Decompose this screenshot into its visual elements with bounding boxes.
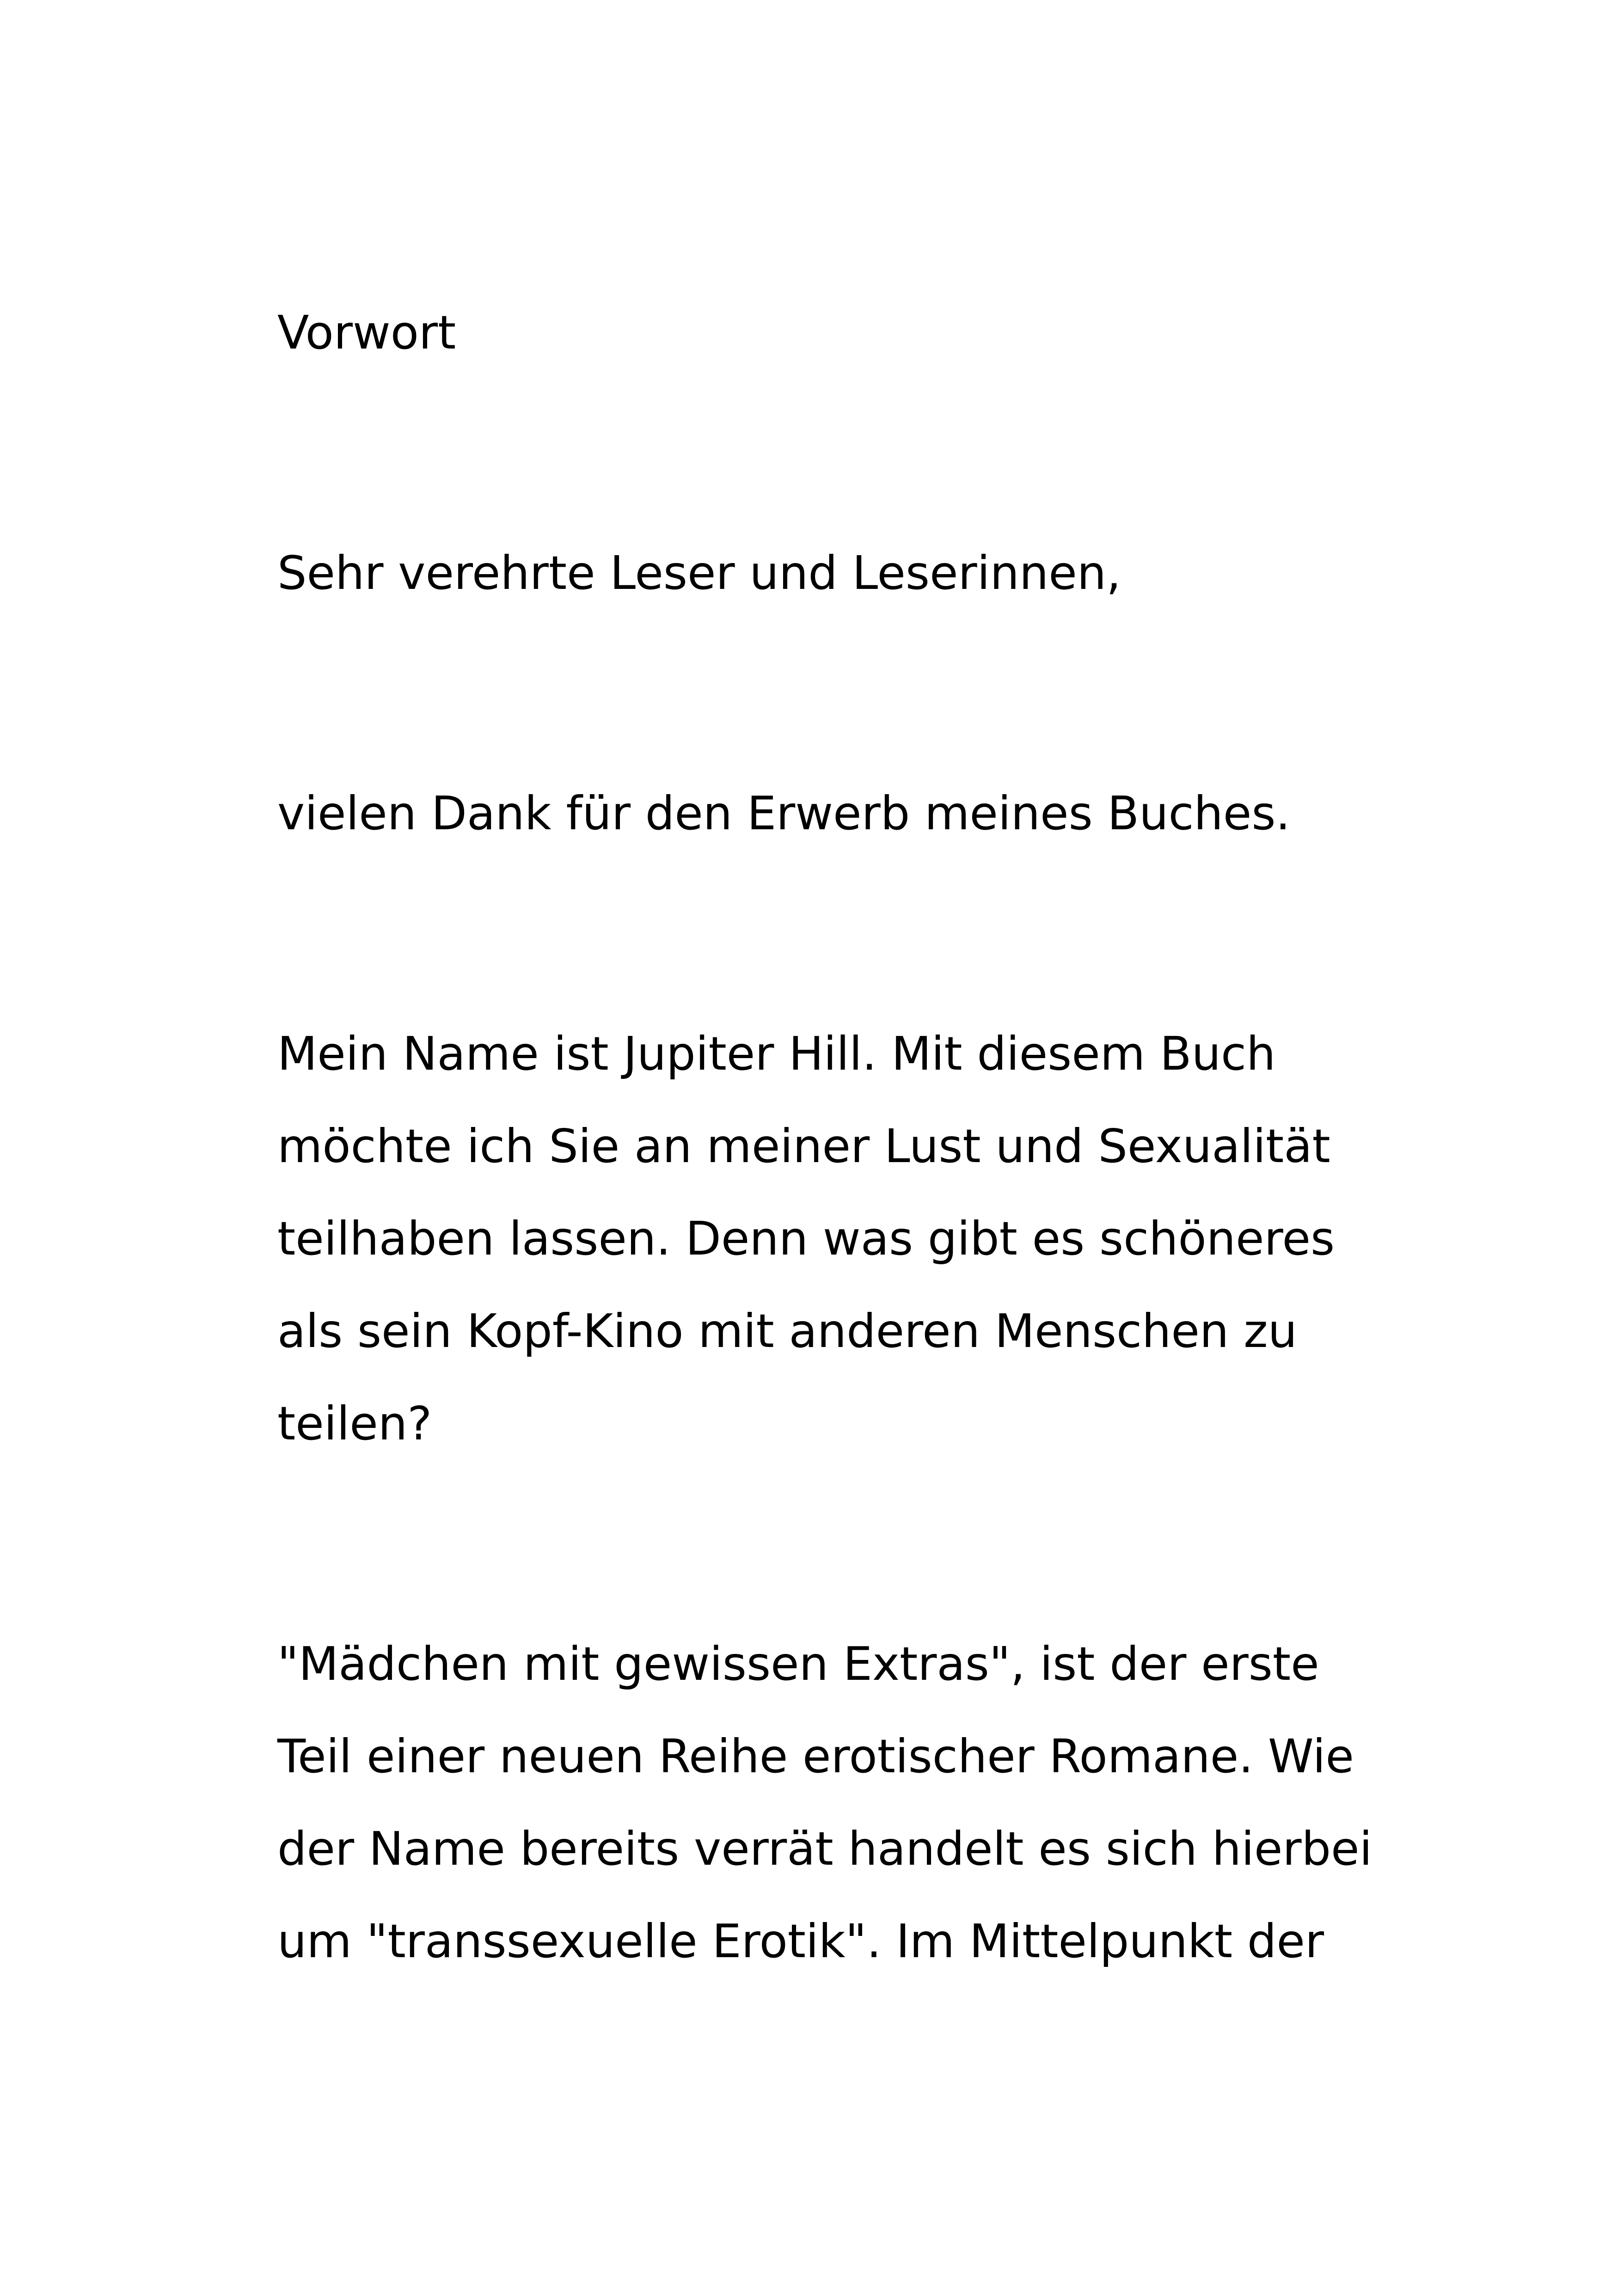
paragraph-line: der Name bereits verrät handelt es sich hierbei: [277, 1822, 1373, 1876]
page-heading: [277, 287, 1526, 379]
paragraph-line: Mein Name ist Jupiter Hill. Mit diesem Buch: [277, 1027, 1276, 1081]
paragraph-line: möchte ich Sie an meiner Lust und Sexualität: [277, 1119, 1330, 1173]
series-paragraph: [277, 1618, 1526, 1988]
intro-paragraph: [277, 1008, 1526, 1470]
paragraph-line: als sein Kopf-Kino mit anderen Menschen zu: [277, 1304, 1297, 1358]
thanks-text: vielen Dank für den Erwerb meines Buches.: [277, 786, 1291, 840]
paragraph-line: Teil einer neuen Reihe erotischer Romane. Wie: [277, 1729, 1354, 1783]
paragraph-line: um "transsexuelle Erotik". Im Mittelpunkt der: [277, 1914, 1324, 1968]
paragraph-line: teilen?: [277, 1396, 432, 1451]
paragraph-line: "Mädchen mit gewissen Extras", ist der erste: [277, 1637, 1319, 1691]
heading-text: Vorwort: [277, 306, 456, 360]
thanks-paragraph: [277, 767, 1526, 860]
salutation-text: Sehr verehrte Leser und Leserinnen,: [277, 546, 1121, 600]
salutation: [277, 527, 1526, 619]
paragraph-line: teilhaben lassen. Denn was gibt es schöneres: [277, 1212, 1335, 1266]
